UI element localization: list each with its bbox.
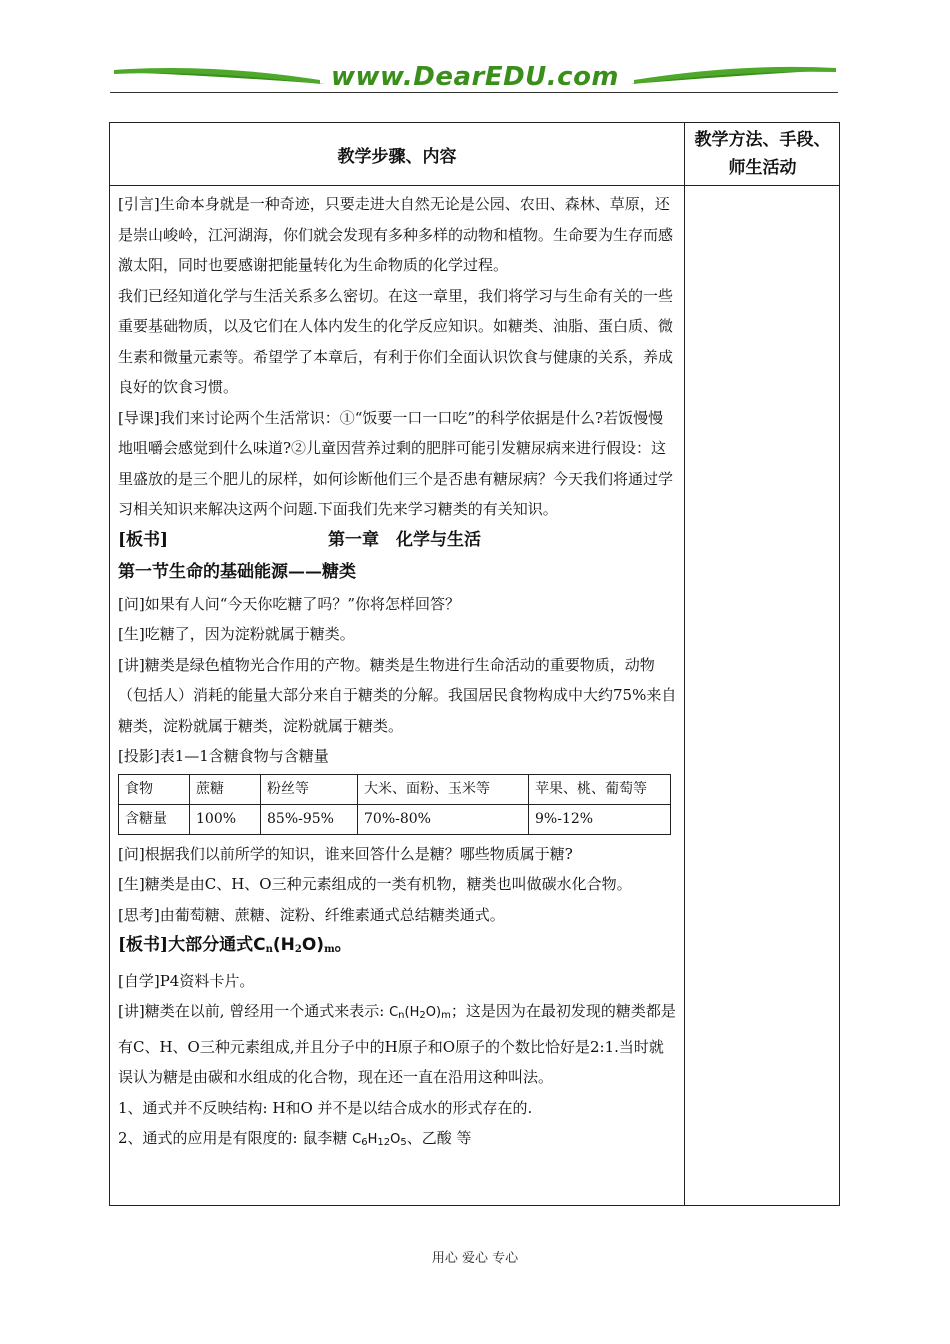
- overview-paragraph: 我们已经知道化学与生活关系多么密切。在这一章里，我们将学习与生命有关的一些重要基础物质，以及它们在人体内发生的化学反应知识。如糖类、油脂、蛋白质、微生素和微量元素等。希望学了本章后，有利于你们全面认识饮食与健康的关系，养成良好的饮食习惯。: [118, 286, 674, 396]
- page-header: [110, 62, 838, 96]
- note-1: 1、通式并不反映结构: H和O 并不是以结合成水的形式存在的.: [118, 1098, 533, 1117]
- student-answer-1: [生]吃糖了，因为淀粉就属于糖类。: [118, 625, 355, 643]
- question-1: [问]如果有人问“今天你吃糖了吗？”你将怎样回答？: [118, 594, 461, 613]
- section-title: 第一节生命的基础能源——糖类: [118, 562, 356, 583]
- self-study: [自学]P4资料卡片。: [118, 971, 255, 990]
- table-row: 食物 蔗糖 粉丝等 大米、面粉、玉米等 苹果、桃、葡萄等: [119, 774, 671, 804]
- column-header-content: 教学步骤、内容: [337, 146, 457, 167]
- guide-paragraph: [导课]我们来讨论两个生活常识：①“饭要一口一口吃”的科学依据是什么?若饭慢慢地咀嚼会感觉到什么味道?②儿童因营养过剩的肥胖可能引发糖尿病来进行假设：这里盛放的是三个肥儿的尿样，如何诊断他们三个是否患有糖尿病？今天我们将通过学习相关知识来解决这两个问题.下面我们先来学习糖类的有关知识。: [118, 408, 674, 518]
- lecture-1: [讲]糖类是绿色植物光合作用的产物。糖类是生物进行生命活动的重要物质，动物（包括人）消耗的能量大部分来自于糖类的分解。我国居民食物构成中大约75%来自糖类，淀粉就属于糖类，淀粉就属于糖类。: [118, 655, 677, 735]
- lesson-table: [109, 122, 840, 1206]
- site-logo: www.DearEDU.com: [330, 62, 620, 92]
- lecture-2: [讲]糖类在以前, 曾经用一个通式来表示: $C_n(H_2O)_m$；这是因为在最初发现的糖类都是有C、H、O三种元素组成,并且分子中的H原子和O原子的个数比恰好是2:1.当时就误认为糖是由碳和水组成的化合物，现在还一直在沿用这种叫法。: [118, 1002, 676, 1086]
- question-2: [问]根据我们以前所学的知识，谁来回答什么是糖？哪些物质属于糖?: [118, 844, 573, 863]
- column-divider: [684, 123, 685, 1205]
- lesson-content: [118, 189, 678, 1159]
- page-footer: 用心 爱心 专心: [431, 1251, 519, 1266]
- table-row: 含糖量 100% 85%-95% 70%-80% 9%-12%: [119, 804, 671, 834]
- note-2: 2、通式的应用是有限度的: 鼠李糖 $C_6H_{12}O_5$、乙酸 等: [118, 1129, 472, 1148]
- board-chapter-line: [板书] 第一章 化学与生活: [118, 525, 678, 557]
- column-header-methods: 教学方法、手段、 师生活动: [694, 130, 831, 178]
- projection-caption: [投影]表1—1含糖食物与含糖量: [118, 747, 329, 765]
- chapter-title: 第一章 化学与生活: [328, 530, 481, 551]
- header-rule: [110, 92, 838, 93]
- board-formula: [板书]大部分通式$C_n(H_2O)_m$。: [118, 935, 352, 955]
- student-answer-2: [生]糖类是由C、H、O三种元素组成的一类有机物，糖类也叫做碳水化合物。: [118, 875, 632, 893]
- header-divider: [110, 185, 839, 186]
- intro-paragraph: [引言]生命本身就是一种奇迹，只要走进大自然无论是公园、农田、森林、草原，还是崇山峻岭，江河湖海，你们就会发现有多种多样的动物和植物。生命要为生存而感激太阳，同时也要感谢把能量转化为生命物质的化学过程。: [118, 195, 674, 274]
- sugar-content-table: [118, 774, 671, 835]
- think-prompt: [思考]由葡萄糖、蔗糖、淀粉、纤维素通式总结糖类通式。: [118, 905, 505, 924]
